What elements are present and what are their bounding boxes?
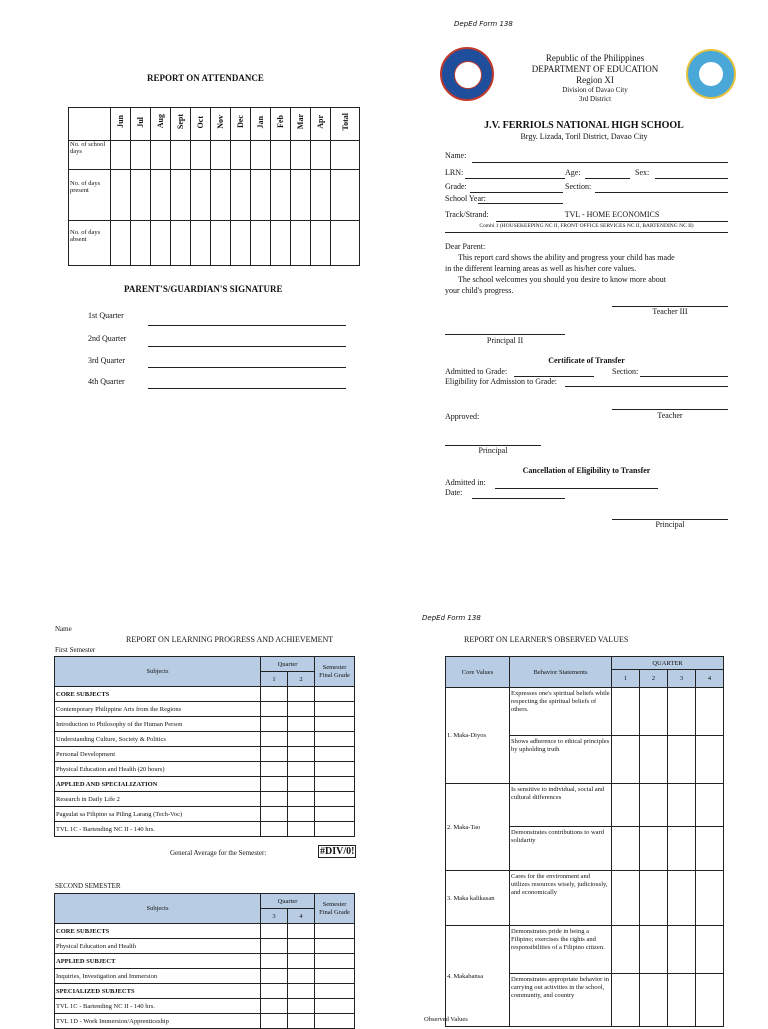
attendance-row-label: No. of school days: [69, 141, 111, 170]
quarter-label: 3rd Quarter: [88, 356, 126, 365]
table-row: [55, 717, 355, 732]
subject-name: Pagsulat sa Filipino sa Piling Larang (Tech-Voc): [55, 807, 261, 822]
rating-cell[interactable]: [640, 688, 668, 736]
subject-name: TVL 1D - Work Immersion/Apprenticeship: [55, 1014, 261, 1029]
rating-cell[interactable]: [640, 736, 668, 784]
attendance-cell[interactable]: [211, 141, 231, 170]
attendance-cell[interactable]: [311, 221, 331, 266]
rating-cell[interactable]: [640, 974, 668, 1027]
school-name: J.V. FERRIOLS NATIONAL HIGH SCHOOL: [484, 120, 684, 131]
signature-line[interactable]: [148, 346, 346, 347]
table-row: [55, 939, 355, 954]
attendance-cell[interactable]: [271, 221, 291, 266]
rating-cell[interactable]: [668, 736, 696, 784]
rating-cell[interactable]: [612, 926, 640, 974]
behavior-statement: Demonstrates contributions to ward solidarity: [510, 827, 612, 871]
progress-name-label: Name: [55, 625, 72, 633]
attendance-table: [68, 107, 360, 266]
values-title: REPORT ON LEARNER'S OBSERVED VALUES: [464, 635, 629, 644]
final-grade-cell[interactable]: [315, 939, 355, 954]
republic-text: Republic of the Philippines: [545, 53, 645, 63]
letter-text: your child's progress.: [445, 286, 514, 295]
greeting: Dear Parent:: [445, 242, 486, 251]
rating-cell[interactable]: [640, 827, 668, 871]
principal-signature-line[interactable]: [445, 334, 565, 335]
subjects-header: Subjects: [55, 894, 261, 924]
section-field[interactable]: [595, 192, 728, 193]
rating-cell[interactable]: [668, 974, 696, 1027]
table-row: [55, 762, 355, 777]
behavior-statement: Shows adherence to ethical principles by upholding truth: [510, 736, 612, 784]
letter-text: This report card shows the ability and progress your child has made: [458, 253, 675, 262]
approved-label: Approved:: [445, 412, 480, 421]
attendance-cell[interactable]: [291, 170, 311, 221]
track-field[interactable]: [496, 221, 728, 222]
section-label: Section:: [565, 182, 592, 191]
month-header: Sept: [171, 108, 191, 141]
school-seal-icon: [686, 49, 736, 99]
month-header: Jan: [251, 108, 271, 141]
final-grade-cell[interactable]: [315, 732, 355, 747]
region-text: Region XI: [576, 75, 614, 85]
lrn-field[interactable]: [465, 178, 565, 179]
core-value: 3. Maka kalikasan: [446, 871, 510, 926]
core-value: 4. Makabansa: [446, 926, 510, 1027]
table-header-row: [446, 657, 724, 670]
date-field[interactable]: [472, 498, 565, 499]
table-row: [55, 822, 355, 837]
values-row: [446, 926, 724, 974]
attendance-cell[interactable]: [291, 141, 311, 170]
attendance-cell[interactable]: [231, 141, 251, 170]
grade-cell[interactable]: [288, 1014, 315, 1029]
age-field[interactable]: [585, 178, 630, 179]
attendance-cell[interactable]: [111, 221, 131, 266]
rating-cell[interactable]: [612, 784, 640, 827]
quarter-number: 4: [288, 909, 315, 924]
month-header: Aug: [151, 108, 171, 141]
transfer-section-field[interactable]: [640, 376, 728, 377]
attendance-cell[interactable]: [131, 170, 151, 221]
attendance-title: REPORT ON ATTENDANCE: [147, 73, 264, 83]
final-grade-cell[interactable]: [315, 762, 355, 777]
attendance-cell[interactable]: [171, 141, 191, 170]
attendance-cell[interactable]: [271, 170, 291, 221]
department-text: DEPARTMENT OF EDUCATION: [531, 64, 659, 74]
table-row: [55, 999, 355, 1014]
principal-title: Principal II: [486, 336, 524, 345]
cancellation-principal-title: Principal: [655, 520, 685, 529]
grade-cell[interactable]: [261, 984, 288, 999]
grade-cell[interactable]: [261, 702, 288, 717]
rating-cell[interactable]: [612, 974, 640, 1027]
track-value: TVL - HOME ECONOMICS: [564, 210, 660, 219]
rating-cell[interactable]: [668, 926, 696, 974]
rating-cell[interactable]: [696, 784, 724, 827]
quarter-number: 2: [288, 672, 315, 687]
rating-cell[interactable]: [696, 974, 724, 1027]
table-row: [55, 792, 355, 807]
general-average-label: General Average for the Semester:: [170, 849, 267, 857]
subject-name: Inquiries, Investigation and Immersion: [55, 969, 261, 984]
behavior-statement: Demonstrates appropriate behavior in carrying out activities in the school, community, and country: [510, 974, 612, 1027]
table-header-row: [55, 894, 355, 909]
attendance-cell[interactable]: [191, 170, 211, 221]
quarter-number: 2: [640, 670, 668, 688]
final-grade-header: Semester Final Grade: [315, 894, 355, 924]
quarter-header: Quarter: [261, 894, 315, 909]
signature-line[interactable]: [148, 388, 346, 389]
attendance-cell[interactable]: [311, 141, 331, 170]
subject-name: TVL 1C - Bartending NC II - 140 hrs.: [55, 822, 261, 837]
final-grade-cell[interactable]: [315, 702, 355, 717]
rating-cell[interactable]: [640, 784, 668, 827]
table-row: [55, 1014, 355, 1029]
quarter-number: 3: [261, 909, 288, 924]
subjects-header: Subjects: [55, 657, 261, 687]
signature-title: PARENT'S/GUARDIAN'S SIGNATURE: [124, 284, 283, 294]
eligibility-label: Eligibility for Admission to Grade:: [445, 377, 557, 386]
total-header: Total: [331, 108, 360, 141]
quarter-number: 4: [696, 670, 724, 688]
attendance-cell[interactable]: [111, 170, 131, 221]
month-header: Jul: [131, 108, 151, 141]
table-row: [55, 702, 355, 717]
grade-cell[interactable]: [261, 939, 288, 954]
grade-cell[interactable]: [261, 762, 288, 777]
quarter-label: 2nd Quarter: [88, 334, 127, 343]
attendance-cell[interactable]: [111, 141, 131, 170]
attendance-header-row: [69, 108, 360, 141]
quarter-label: 1st Quarter: [88, 311, 124, 320]
grade-cell[interactable]: [261, 999, 288, 1014]
month-header: Oct: [191, 108, 211, 141]
transfer-teacher-line[interactable]: [612, 409, 728, 410]
grade-cell[interactable]: [288, 924, 315, 939]
general-average-value: #DIV/0!: [320, 846, 355, 857]
table-row: [55, 984, 355, 999]
table-row: [55, 732, 355, 747]
final-grade-cell[interactable]: [315, 777, 355, 792]
attendance-corner-cell: [69, 108, 111, 141]
rating-cell[interactable]: [612, 871, 640, 926]
attendance-row: [69, 170, 360, 221]
quarter-header: Quarter: [261, 657, 315, 672]
teacher-title: Teacher III: [652, 307, 688, 316]
transfer-title: Certificate of Transfer: [548, 356, 625, 365]
rating-cell[interactable]: [640, 871, 668, 926]
first-semester-label: First Semester: [55, 646, 96, 654]
final-grade-cell[interactable]: [315, 792, 355, 807]
rating-cell[interactable]: [696, 827, 724, 871]
rating-cell[interactable]: [612, 736, 640, 784]
attendance-cell[interactable]: [331, 221, 360, 266]
table-row: [55, 807, 355, 822]
grade-cell[interactable]: [261, 807, 288, 822]
subject-name: Introduction to Philosophy of the Human Person: [55, 717, 261, 732]
attendance-cell[interactable]: [171, 170, 191, 221]
table-row: [55, 747, 355, 762]
attendance-cell[interactable]: [131, 141, 151, 170]
lrn-label: LRN:: [445, 168, 464, 177]
grade-cell[interactable]: [288, 939, 315, 954]
subject-name: Contemporary Philippine Arts from the Regions: [55, 702, 261, 717]
attendance-cell[interactable]: [211, 221, 231, 266]
grade-cell[interactable]: [261, 822, 288, 837]
values-row: [446, 784, 724, 827]
behavior-statement: Cares for the environment and utilizes resources wisely, judiciously, and economically: [510, 871, 612, 926]
month-header: Dec: [231, 108, 251, 141]
attendance-cell[interactable]: [151, 221, 171, 266]
subject-name: TVL 1C - Bartending NC II - 140 hrs.: [55, 999, 261, 1014]
values-row: [446, 871, 724, 926]
core-value: 1. Maka-Diyos: [446, 688, 510, 784]
grade-cell[interactable]: [288, 969, 315, 984]
rating-cell[interactable]: [668, 871, 696, 926]
grade-cell[interactable]: [288, 822, 315, 837]
school-address: Brgy. Lizada, Toril District, Davao City: [520, 132, 648, 141]
subject-name: Physical Education and Health (20 hours): [55, 762, 261, 777]
cancellation-title: Cancellation of Eligibility to Transfer: [522, 466, 651, 475]
final-grade-cell[interactable]: [315, 954, 355, 969]
grade-cell[interactable]: [288, 747, 315, 762]
attendance-row-label: No. of days absent: [69, 221, 111, 266]
grade-cell[interactable]: [288, 687, 315, 702]
combo-text: Combi 1 (HOUSEKEEPING NC II, FRONT OFFICE SERVICES NC II, BARTENDING NC II): [479, 223, 694, 229]
rating-cell[interactable]: [612, 827, 640, 871]
final-grade-cell[interactable]: [315, 687, 355, 702]
quarter-header: QUARTER: [612, 657, 724, 670]
grade-cell[interactable]: [261, 732, 288, 747]
grade-label: Grade:: [445, 182, 467, 191]
rating-cell[interactable]: [668, 688, 696, 736]
values-table: [445, 656, 724, 1027]
attendance-cell[interactable]: [271, 141, 291, 170]
grade-cell[interactable]: [261, 1014, 288, 1029]
rating-cell[interactable]: [640, 926, 668, 974]
grade-field[interactable]: [470, 192, 563, 193]
grade-cell[interactable]: [288, 717, 315, 732]
admitted-grade-label: Admitted to Grade:: [445, 367, 508, 376]
rating-cell[interactable]: [612, 688, 640, 736]
track-label: Track/Strand:: [445, 210, 489, 219]
table-header-row: [55, 657, 355, 672]
attendance-cell[interactable]: [311, 170, 331, 221]
division-text: Division of Davao City: [562, 86, 628, 94]
values-footer: Observed Values: [424, 1016, 468, 1023]
attendance-cell[interactable]: [231, 221, 251, 266]
behavior-statement: Expresses one's spiritual beliefs while respecting the spiritual beliefs of others.: [510, 688, 612, 736]
values-row: [446, 688, 724, 736]
attendance-cell[interactable]: [231, 170, 251, 221]
attendance-cell[interactable]: [331, 141, 360, 170]
grade-cell[interactable]: [288, 732, 315, 747]
grade-cell[interactable]: [261, 969, 288, 984]
letter-text: in the different learning areas as well as his/her core values.: [445, 264, 637, 273]
transfer-teacher-title: Teacher: [657, 411, 683, 420]
signature-line[interactable]: [148, 325, 346, 326]
core-value: 2. Maka-Tao: [446, 784, 510, 871]
date-label: Date:: [445, 488, 463, 497]
attendance-cell[interactable]: [151, 170, 171, 221]
grade-cell[interactable]: [261, 777, 288, 792]
form-label: DepEd Form 138: [454, 20, 513, 28]
table-row: [55, 687, 355, 702]
grade-cell[interactable]: [261, 747, 288, 762]
attendance-cell[interactable]: [251, 141, 271, 170]
admitted-in-field[interactable]: [495, 488, 658, 489]
quarter-label: 4th Quarter: [88, 377, 125, 386]
grade-cell[interactable]: [261, 792, 288, 807]
grade-cell[interactable]: [261, 924, 288, 939]
attendance-cell[interactable]: [171, 221, 191, 266]
combo-line: [445, 232, 728, 233]
attendance-row: [69, 141, 360, 170]
rating-cell[interactable]: [696, 688, 724, 736]
rating-cell[interactable]: [668, 784, 696, 827]
month-header: Jun: [111, 108, 131, 141]
eligibility-field[interactable]: [565, 386, 728, 387]
attendance-cell[interactable]: [191, 221, 211, 266]
grade-cell[interactable]: [288, 762, 315, 777]
grade-cell[interactable]: [288, 984, 315, 999]
grade-cell[interactable]: [261, 717, 288, 732]
attendance-cell[interactable]: [291, 221, 311, 266]
district-text: 3rd District: [578, 95, 612, 103]
month-header: Nov: [211, 108, 231, 141]
attendance-row-label: No. of days present: [69, 170, 111, 221]
form-label-2: DepEd Form 138: [422, 614, 481, 622]
second-semester-table: [54, 893, 355, 1029]
table-row: [55, 954, 355, 969]
table-row: [55, 777, 355, 792]
name-label: Name:: [445, 151, 467, 160]
final-grade-cell[interactable]: [315, 747, 355, 762]
core-values-header: Core Values: [446, 657, 510, 688]
transfer-principal-title: Principal: [478, 446, 508, 455]
month-header: Mar: [291, 108, 311, 141]
rating-cell[interactable]: [696, 926, 724, 974]
final-grade-cell[interactable]: [315, 717, 355, 732]
month-header: Apr: [311, 108, 331, 141]
month-header: Feb: [271, 108, 291, 141]
signature-line[interactable]: [148, 367, 346, 368]
section-heading: APPLIED SUBJECT: [55, 954, 261, 969]
final-grade-cell[interactable]: [315, 822, 355, 837]
final-grade-cell[interactable]: [315, 924, 355, 939]
grade-cell[interactable]: [288, 807, 315, 822]
grade-cell[interactable]: [288, 792, 315, 807]
grade-cell[interactable]: [261, 687, 288, 702]
table-row: [55, 969, 355, 984]
quarter-number: 3: [668, 670, 696, 688]
rating-cell[interactable]: [696, 736, 724, 784]
deped-seal-icon: [440, 47, 494, 101]
progress-title: REPORT ON LEARNING PROGRESS AND ACHIEVEMENT: [126, 635, 334, 644]
grade-cell[interactable]: [261, 954, 288, 969]
final-grade-cell[interactable]: [315, 984, 355, 999]
attendance-cell[interactable]: [151, 141, 171, 170]
attendance-cell[interactable]: [131, 221, 151, 266]
age-label: Age:: [565, 168, 581, 177]
behavior-header: Behavior Statements: [510, 657, 612, 688]
quarter-number: 1: [612, 670, 640, 688]
attendance-cell[interactable]: [331, 170, 360, 221]
rating-cell[interactable]: [696, 871, 724, 926]
attendance-cell[interactable]: [191, 141, 211, 170]
sex-field[interactable]: [655, 178, 728, 179]
subject-name: Personal Development: [55, 747, 261, 762]
school-year-label: School Year:: [445, 194, 486, 203]
section-heading: APPLIED AND SPECIALIZATION: [55, 777, 261, 792]
second-semester-label: SECOND SEMESTER: [55, 882, 121, 890]
transfer-section-label: Section:: [612, 367, 639, 376]
subject-name: Physical Education and Health: [55, 939, 261, 954]
grade-cell[interactable]: [288, 777, 315, 792]
grade-cell[interactable]: [288, 954, 315, 969]
section-heading: CORE SUBJECTS: [55, 687, 261, 702]
final-grade-cell[interactable]: [315, 807, 355, 822]
attendance-row: [69, 221, 360, 266]
final-grade-cell[interactable]: [315, 999, 355, 1014]
attendance-cell[interactable]: [251, 221, 271, 266]
subject-name: Understanding Culture, Society & Politics: [55, 732, 261, 747]
school-year-field[interactable]: [478, 203, 563, 204]
final-grade-cell[interactable]: [315, 969, 355, 984]
section-heading: SPECIALIZED SUBJECTS: [55, 984, 261, 999]
final-grade-header: Semester Final Grade: [315, 657, 355, 687]
table-row: [55, 924, 355, 939]
behavior-statement: Demonstrates pride in being a Filipino; exercises the rights and responsibilities of a Filipino citizen.: [510, 926, 612, 974]
grade-cell[interactable]: [288, 999, 315, 1014]
sex-label: Sex:: [635, 168, 650, 177]
rating-cell[interactable]: [668, 827, 696, 871]
letter-text: The school welcomes you should you desire to know more about: [458, 275, 666, 284]
name-field[interactable]: [472, 162, 728, 163]
section-heading: CORE SUBJECTS: [55, 924, 261, 939]
attendance-cell[interactable]: [211, 170, 231, 221]
quarter-number: 1: [261, 672, 288, 687]
subject-name: Research in Daily Life 2: [55, 792, 261, 807]
admitted-in-label: Admitted in:: [445, 478, 486, 487]
grade-cell[interactable]: [288, 702, 315, 717]
final-grade-cell[interactable]: [315, 1014, 355, 1029]
first-semester-table: [54, 656, 355, 837]
attendance-cell[interactable]: [251, 170, 271, 221]
behavior-statement: Is sensitive to individual, social and cultural differences: [510, 784, 612, 827]
